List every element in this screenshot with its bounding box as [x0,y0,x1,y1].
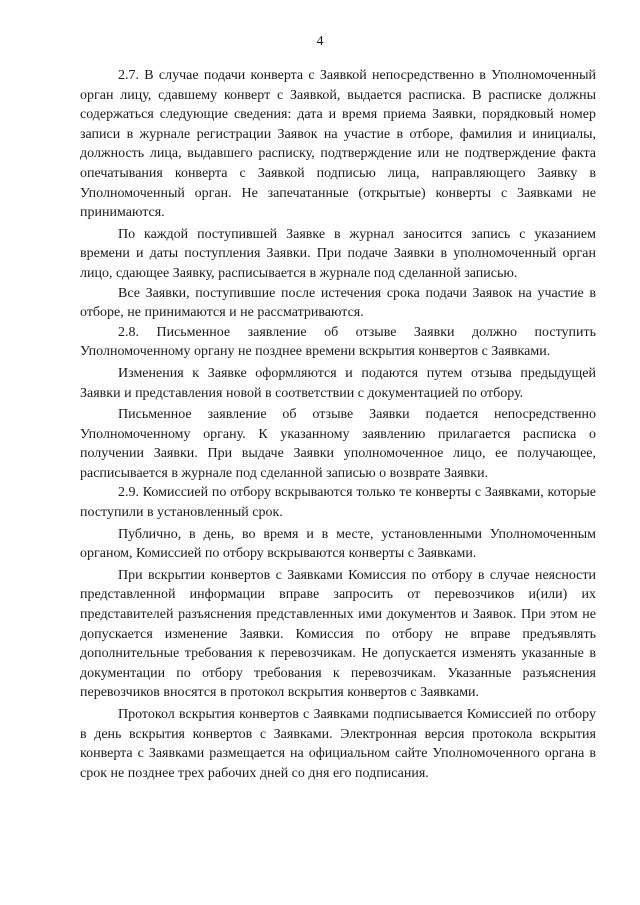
paragraph-opening-protocol: Протокол вскрытия конвертов с Заявками подписывается Комиссией по отбору в день вскрытия конвертов с Заявками. Электронная версия протокола вскрытия конверта с Заявками размещается на официальном сайте Уполномоченного органа в срок не позднее трех рабочих дней со дня его подписания. [80,707,596,781]
body-text [80,66,596,783]
page-number: 4 [316,34,324,49]
paragraph-journal-entry: По каждой поступившей Заявке в журнал заносится запись с указанием времени и даты поступления Заявки. При подаче Заявки в уполномоченный орган лицо, сдающее Заявку, расписывается в журнале под сделанной записью. [80,226,596,281]
paragraph-clarifications: При вскрытии конвертов с Заявками Комиссия по отбору в случае неясности представленной информации вправе запросить от перевозчиков и(или) их представителей разъяснения представленных ими документов и Заявок. При этом не допускается изменение Заявки. Комиссия по отбору не вправе предъявлять дополнительные требования к перевозчикам. Не допускается изменять указанные в документации по отбору требования к перевозчикам. Указанные разъяснения перевозчиков вносятся в протокол вскрытия конвертов с Заявками. [80,567,596,701]
paragraph-application-changes: Изменения к Заявке оформляются и подаются путем отзыва предыдущей Заявки и представления новой в соответствии с документацией по отбору. [80,365,596,401]
paragraph-late-applications: Все Заявки, поступившие после истечения срока подачи Заявок на участие в отборе, не принимаются и не рассматриваются. [80,285,596,321]
paragraph-2-8: 2.8. Письменное заявление об отзыве Заявки должно поступить Уполномоченному органу не позднее времени вскрытия конвертов с Заявками. [80,324,596,360]
paragraph-2-7: 2.7. В случае подачи конверта с Заявкой непосредственно в Уполномоченный орган лицу, сдавшему конверт с Заявкой, выдается расписка. В расписке должны содержаться следующие сведения: дата и время приема Заявки, порядковый номер записи в журнале регистрации Заявок на участие в отборе, фамилия и инициалы, должность лица, выдавшего расписку, подтверждение или не подтверждение факта опечатывания конверта с Заявкой подписью лица, направляющего Заявку в Уполномоченный орган. Не запечатанные (открытые) конверты с Заявками не принимаются. [80,68,596,221]
paragraph-public-opening: Публично, в день, во время и в месте, установленными Уполномоченным органом, Комиссией по отбору вскрываются конверты с Заявками. [80,526,596,562]
paragraph-withdrawal-statement: Письменное заявление об отзыве Заявки подается непосредственно Уполномоченному органу. К указанному заявлению прилагается расписка о получении Заявки. При выдаче Заявки уполномоченное лицо, ее получающее, расписывается в журнале под сделанной записью о возврате Заявки. [80,407,596,481]
paragraph-2-9: 2.9. Комиссией по отбору вскрываются только те конверты с Заявками, которые поступили в установленный срок. [80,485,596,521]
